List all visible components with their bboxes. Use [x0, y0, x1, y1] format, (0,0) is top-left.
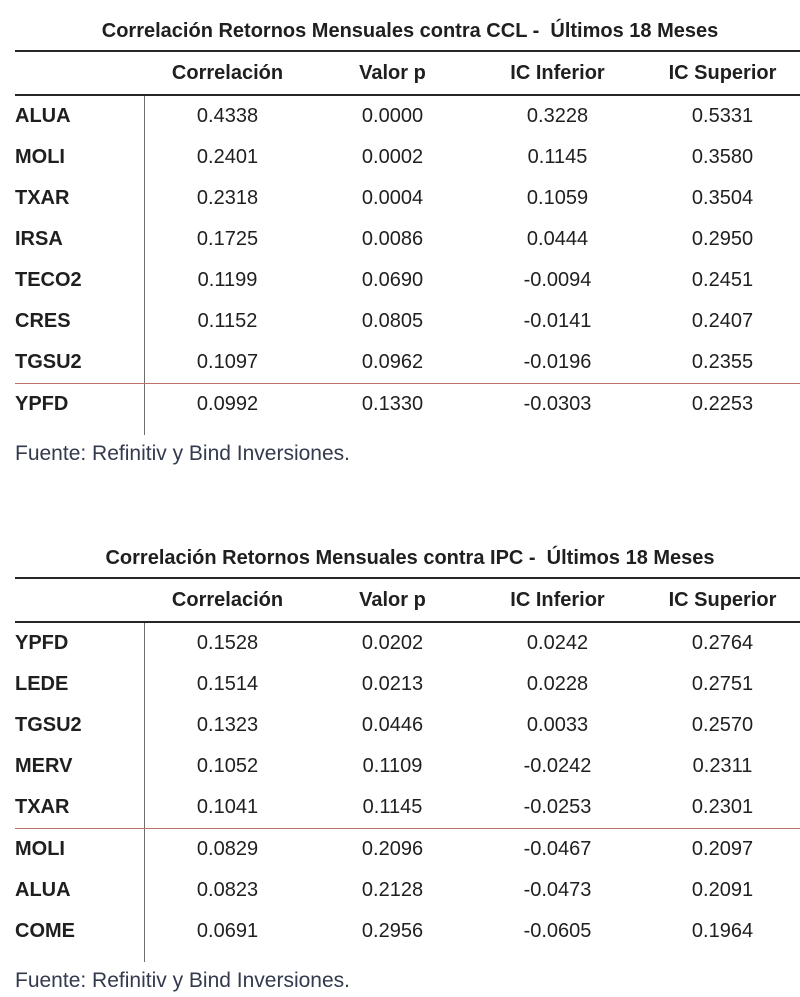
value-cell: 0.0805 — [361, 310, 424, 332]
table-body — [15, 96, 800, 425]
ticker-label: MERV — [15, 746, 145, 787]
value-cell: 0.0202 — [361, 632, 424, 654]
value-cell: 0.0242 — [526, 632, 589, 654]
value-cell: 0.1152 — [197, 310, 258, 332]
ticker-label: YPFD — [15, 384, 145, 425]
value-cell: 0.0000 — [361, 105, 424, 127]
value-cell: 0.0004 — [361, 187, 424, 209]
value-cell: 0.3504 — [691, 187, 754, 209]
table-row — [15, 260, 800, 301]
column-header-ic-inferior: IC Inferior — [510, 61, 605, 84]
table-header-row — [15, 577, 800, 623]
ticker-label: MOLI — [15, 829, 145, 870]
ticker-label: CRES — [15, 301, 145, 342]
table-row — [15, 623, 800, 664]
table-row — [15, 137, 800, 178]
value-cell: 0.1964 — [691, 920, 754, 942]
value-cell: 0.0444 — [526, 228, 589, 250]
value-cell: 0.0213 — [361, 673, 424, 695]
value-cell: 0.1199 — [197, 269, 258, 291]
value-cell: 0.2570 — [691, 714, 754, 736]
ticker-label: YPFD — [15, 623, 145, 664]
table-row — [15, 301, 800, 342]
table-header-row — [15, 50, 800, 96]
value-cell: 0.2401 — [196, 146, 259, 168]
value-cell: 0.2301 — [691, 796, 754, 818]
value-cell: -0.0253 — [523, 796, 592, 818]
value-cell: 0.2097 — [691, 838, 754, 860]
value-cell: -0.0141 — [523, 310, 592, 332]
table-row — [15, 870, 800, 911]
value-cell: 0.1145 — [362, 796, 423, 818]
ticker-label: MOLI — [15, 137, 145, 178]
table-body — [15, 623, 800, 952]
value-cell: 0.0033 — [526, 714, 589, 736]
ticker-label: ALUA — [15, 870, 145, 911]
value-cell: 0.2091 — [691, 879, 754, 901]
value-cell: 0.2764 — [691, 632, 754, 654]
value-cell: 0.2956 — [361, 920, 424, 942]
table-row — [15, 828, 800, 870]
value-cell: 0.1059 — [526, 187, 589, 209]
value-cell: -0.0094 — [523, 269, 592, 291]
divider-extension — [15, 952, 800, 962]
table-title-ccl: Correlación Retornos Mensuales contra CCL - Últimos 18 Meses — [101, 20, 719, 42]
value-cell: -0.0303 — [523, 393, 592, 415]
data-table — [15, 577, 800, 962]
value-cell: 0.3228 — [526, 105, 589, 127]
column-header-ic-inferior: IC Inferior — [510, 588, 605, 611]
value-cell: 0.1097 — [196, 351, 259, 373]
table-row — [15, 664, 800, 705]
table-row — [15, 383, 800, 425]
column-header-correlacion: Correlación — [171, 588, 284, 611]
value-cell: -0.0196 — [523, 351, 592, 373]
value-cell: 0.1514 — [196, 673, 259, 695]
column-header-ic-superior: IC Superior — [668, 61, 777, 84]
value-cell: 0.0823 — [196, 879, 259, 901]
table-row — [15, 911, 800, 952]
value-cell: 0.0228 — [526, 673, 589, 695]
column-header-correlacion: Correlación — [171, 61, 284, 84]
ticker-label: ALUA — [15, 96, 145, 137]
value-cell: 0.1052 — [196, 755, 259, 777]
value-cell: -0.0605 — [523, 920, 592, 942]
value-cell: 0.0690 — [361, 269, 424, 291]
column-header-ic-superior: IC Superior — [668, 588, 777, 611]
ticker-label: IRSA — [15, 219, 145, 260]
table-row — [15, 219, 800, 260]
value-cell: 0.1323 — [196, 714, 259, 736]
table-row — [15, 705, 800, 746]
value-cell: 0.2128 — [361, 879, 424, 901]
value-cell: 0.2318 — [196, 187, 259, 209]
value-cell: -0.0242 — [523, 755, 592, 777]
value-cell: -0.0467 — [523, 838, 592, 860]
value-cell: 0.0086 — [361, 228, 424, 250]
value-cell: 0.2355 — [691, 351, 754, 373]
ticker-label: TECO2 — [15, 260, 145, 301]
ticker-label: COME — [15, 911, 145, 952]
table-row — [15, 178, 800, 219]
correlation-table-ccl — [15, 18, 800, 467]
source-note: Fuente: Refinitiv y Bind Inversiones. — [15, 442, 350, 465]
source-note: Fuente: Refinitiv y Bind Inversiones. — [15, 969, 350, 992]
value-cell: 0.1725 — [196, 228, 259, 250]
value-cell: 0.4338 — [196, 105, 259, 127]
value-cell: 0.0446 — [361, 714, 424, 736]
value-cell: 0.0002 — [361, 146, 424, 168]
value-cell: 0.1330 — [361, 393, 424, 415]
ticker-label: LEDE — [15, 664, 145, 705]
table-row — [15, 96, 800, 137]
table-row — [15, 746, 800, 787]
value-cell: 0.0829 — [196, 838, 259, 860]
correlation-table-ipc — [15, 545, 800, 994]
value-cell: -0.0473 — [523, 879, 592, 901]
value-cell: 0.2950 — [691, 228, 754, 250]
value-cell: 0.0691 — [196, 920, 259, 942]
value-cell: 0.3580 — [691, 146, 754, 168]
column-header-valor-p: Valor p — [359, 61, 426, 84]
ticker-label: TXAR — [15, 787, 145, 828]
value-cell: 0.2451 — [691, 269, 754, 291]
value-cell: 0.1041 — [196, 796, 259, 818]
ticker-label: TGSU2 — [15, 705, 145, 746]
value-cell: 0.1109 — [362, 755, 423, 777]
value-cell: 0.2311 — [692, 755, 753, 777]
table-row — [15, 342, 800, 383]
column-header-valor-p: Valor p — [359, 588, 426, 611]
divider-extension — [15, 425, 800, 435]
data-table — [15, 50, 800, 435]
table-row — [15, 787, 800, 828]
value-cell: 0.2751 — [691, 673, 754, 695]
table-title-ipc: Correlación Retornos Mensuales contra IPC - Últimos 18 Meses — [105, 547, 715, 569]
value-cell: 0.1145 — [527, 146, 588, 168]
ticker-label: TGSU2 — [15, 342, 145, 383]
value-cell: 0.5331 — [691, 105, 754, 127]
value-cell: 0.2407 — [691, 310, 754, 332]
value-cell: 0.2096 — [361, 838, 424, 860]
value-cell: 0.2253 — [691, 393, 754, 415]
value-cell: 0.1528 — [196, 632, 259, 654]
value-cell: 0.0992 — [196, 393, 259, 415]
ticker-label: TXAR — [15, 178, 145, 219]
value-cell: 0.0962 — [361, 351, 424, 373]
